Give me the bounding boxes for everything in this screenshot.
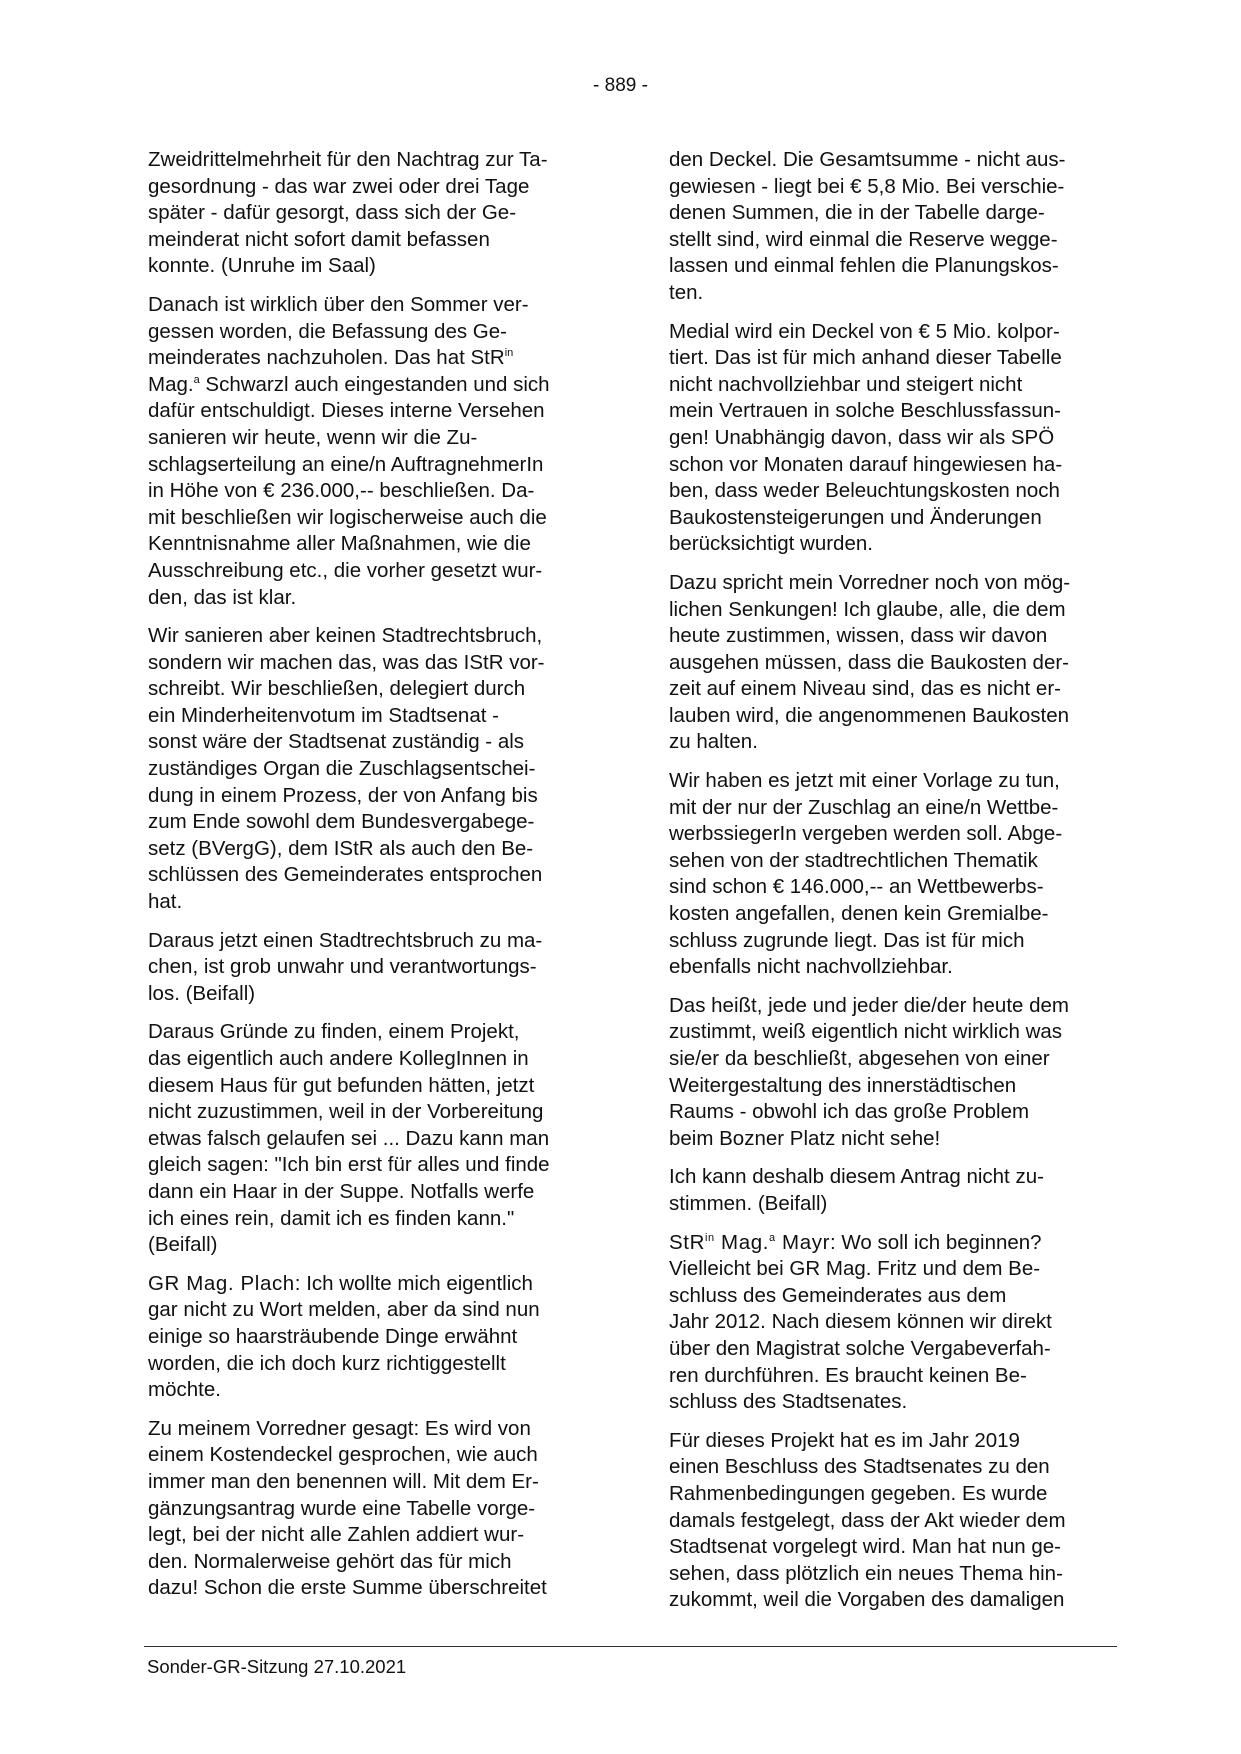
left-text-column <box>148 147 598 1614</box>
speaker-surname: Mayr <box>775 1230 830 1254</box>
paragraph: Wir haben es jetzt mit einer Vorlage zu tun, mit der nur der Zuschlag an eine/n Wettbe- werbssiegerIn vergeben werden soll. Abge- sehen von der stadtrechtlichen Thematik sind schon € 146.000,-- an Wettbewerbs- kosten angefallen, denen kein Gremialbe- schluss zugrunde liegt. Das ist für mich ebenfalls nicht nachvollziehbar. <box>669 769 1063 979</box>
paragraph-text: : Ich wollte mich eigentlich gar nicht zu Wort melden, aber da sind nun einige so haarsträubende Dinge erwähnt worden, die ich doch kurz richtiggestellt möchte. <box>148 1271 540 1402</box>
paragraph <box>148 292 598 611</box>
paragraph: Zu meinem Vorredner gesagt: Es wird von einem Kostendeckel gesprochen, wie auch immer man den benennen will. Mit dem Er- gänzungsantrag wurde eine Tabelle vorge- legt, bei der nicht alle Zahlen addiert wur- den. Normalerweise gehört das für mich dazu! Schon die erste Summe überschreitet <box>148 1416 547 1600</box>
speaker-name: GR Mag. Plach <box>148 1271 295 1295</box>
paragraph: Wir sanieren aber keinen Stadtrechtsbruch, sondern wir machen das, was das IStR vor- schreibt. Wir beschließen, delegiert durch ein Minderheitenvotum im Stadtsenat - sonst wäre der Stadtsenat zuständig - als zuständiges Organ die Zuschlagsentschei- dung in einem Prozess, der von Anfang bis zum Ende sowohl dem Bundesvergabege- setz (BVergG), dem IStR als auch den Be- schlüssen des Gemeinderates entsprochen hat. <box>148 624 545 914</box>
page-number: - 889 - <box>593 75 648 96</box>
speaker-title: StR <box>669 1230 705 1254</box>
paragraph <box>148 1271 598 1404</box>
paragraph-text: : Wo soll ich beginnen? Vielleicht bei GR Mag. Fritz und dem Be- schluss des Gemeinderates aus dem Jahr 2012. Nach diesem können wir direkt über den Magistrat solche Vergabeverfah- ren durchführen. Es braucht keinen Be- schluss des Stadtsenates. <box>669 1230 1052 1414</box>
superscript: in <box>504 347 514 360</box>
superscript: in <box>704 1231 715 1244</box>
paragraph: Daraus Gründe zu finden, einem Projekt, das eigentlich auch andere KollegInnen in diesem Haus für gut befunden hätten, jetzt nicht zuzustimmen, weil in der Vorbereitung etwas falsch gelaufen sei ... Dazu kann man gleich sagen: "Ich bin erst für alles und finde dann ein Haar in der Suppe. Notfalls werfe ich eines rein, damit ich es finden kann." (Beifall) <box>148 1020 550 1257</box>
paragraph-text: Danach ist wirklich über den Sommer ver- gessen worden, die Befassung des Ge- meinderates nachzuholen. Das hat StR <box>148 292 529 370</box>
paragraph <box>669 1230 1119 1416</box>
paragraph: Zweidrittelmehrheit für den Nachtrag zur Ta- gesordnung - das war zwei oder drei Tage später - dafür gesorgt, dass sich der Ge- meinderat nicht sofort damit befassen konnte. (Unruhe im Saal) <box>148 148 548 278</box>
paragraph: Ich kann deshalb diesem Antrag nicht zu- stimmen. (Beifall) <box>669 1165 1044 1215</box>
paragraph-text: Mag. <box>148 372 194 396</box>
paragraph: Dazu spricht mein Vorredner noch von mög- lichen Senkungen! Ich glaube, alle, die dem heute zustimmen, wissen, dass wir davon ausgehen müssen, dass die Baukosten der- zeit auf einem Niveau sind, das es nicht er- lauben wird, die angenommenen Baukosten zu halten. <box>669 570 1071 754</box>
superscript: a <box>769 1231 776 1244</box>
paragraph: Für dieses Projekt hat es im Jahr 2019 einen Beschluss des Stadtsenates zu den Rahmenbedingungen gegeben. Es wurde damals festgelegt, dass der Akt wieder dem Stadtsenat vorgelegt wird. Man hat nun ge- sehen, dass plötzlich ein neues Thema hin- zukommt, weil die Vorgaben des damaligen <box>669 1428 1066 1612</box>
paragraph: den Deckel. Die Gesamtsumme - nicht aus- gewiesen - liegt bei € 5,8 Mio. Bei verschie- denen Summen, die in der Tabelle darge- stellt sind, wird einmal die Reserve wegge- lassen und einmal fehlen die Planungskos- ten. <box>669 148 1066 304</box>
footer-session-label: Sonder-GR-Sitzung 27.10.2021 <box>147 1656 407 1677</box>
paragraph: Medial wird ein Deckel von € 5 Mio. kolpor- tiert. Das ist für mich anhand dieser Tabelle nicht nachvollziehbar und steigert nicht mein Vertrauen in solche Beschlussfassun- gen! Unabhängig davon, dass wir als SPÖ schon vor Monaten darauf hingewiesen ha- ben, dass weder Beleuchtungskosten noch Baukostensteigerungen und Änderungen berücksichtigt wurden. <box>669 319 1063 556</box>
right-text-column <box>669 147 1119 1626</box>
footer-divider <box>144 1646 1117 1647</box>
paragraph: Das heißt, jede und jeder die/der heute dem zustimmt, weiß eigentlich nicht wirklich was sie/er da beschließt, abgesehen von einer Weitergestaltung des innerstädtischen Raums - obwohl ich das große Problem beim Bozner Platz nicht sehe! <box>669 993 1070 1150</box>
paragraph: Daraus jetzt einen Stadtrechtsbruch zu ma- chen, ist grob unwahr und verantwortungs- los. (Beifall) <box>148 928 543 1005</box>
superscript: a <box>193 373 200 386</box>
paragraph-text: Schwarzl auch eingestanden und sich dafür entschuldigt. Dieses interne Versehen sanieren wir heute, wenn wir die Zu- schlagserteilung an eine/n AuftragnehmerIn in Höhe von € 236.000,-- beschließen. Da- mit beschließen wir logischerweise auch die Kenntnisnahme aller Maßnahmen, wie die Ausschreibung etc., die vorher gesetzt wur- den, das ist klar. <box>148 372 550 609</box>
speaker-name <box>669 1231 830 1254</box>
speaker-title: Mag. <box>714 1230 770 1254</box>
